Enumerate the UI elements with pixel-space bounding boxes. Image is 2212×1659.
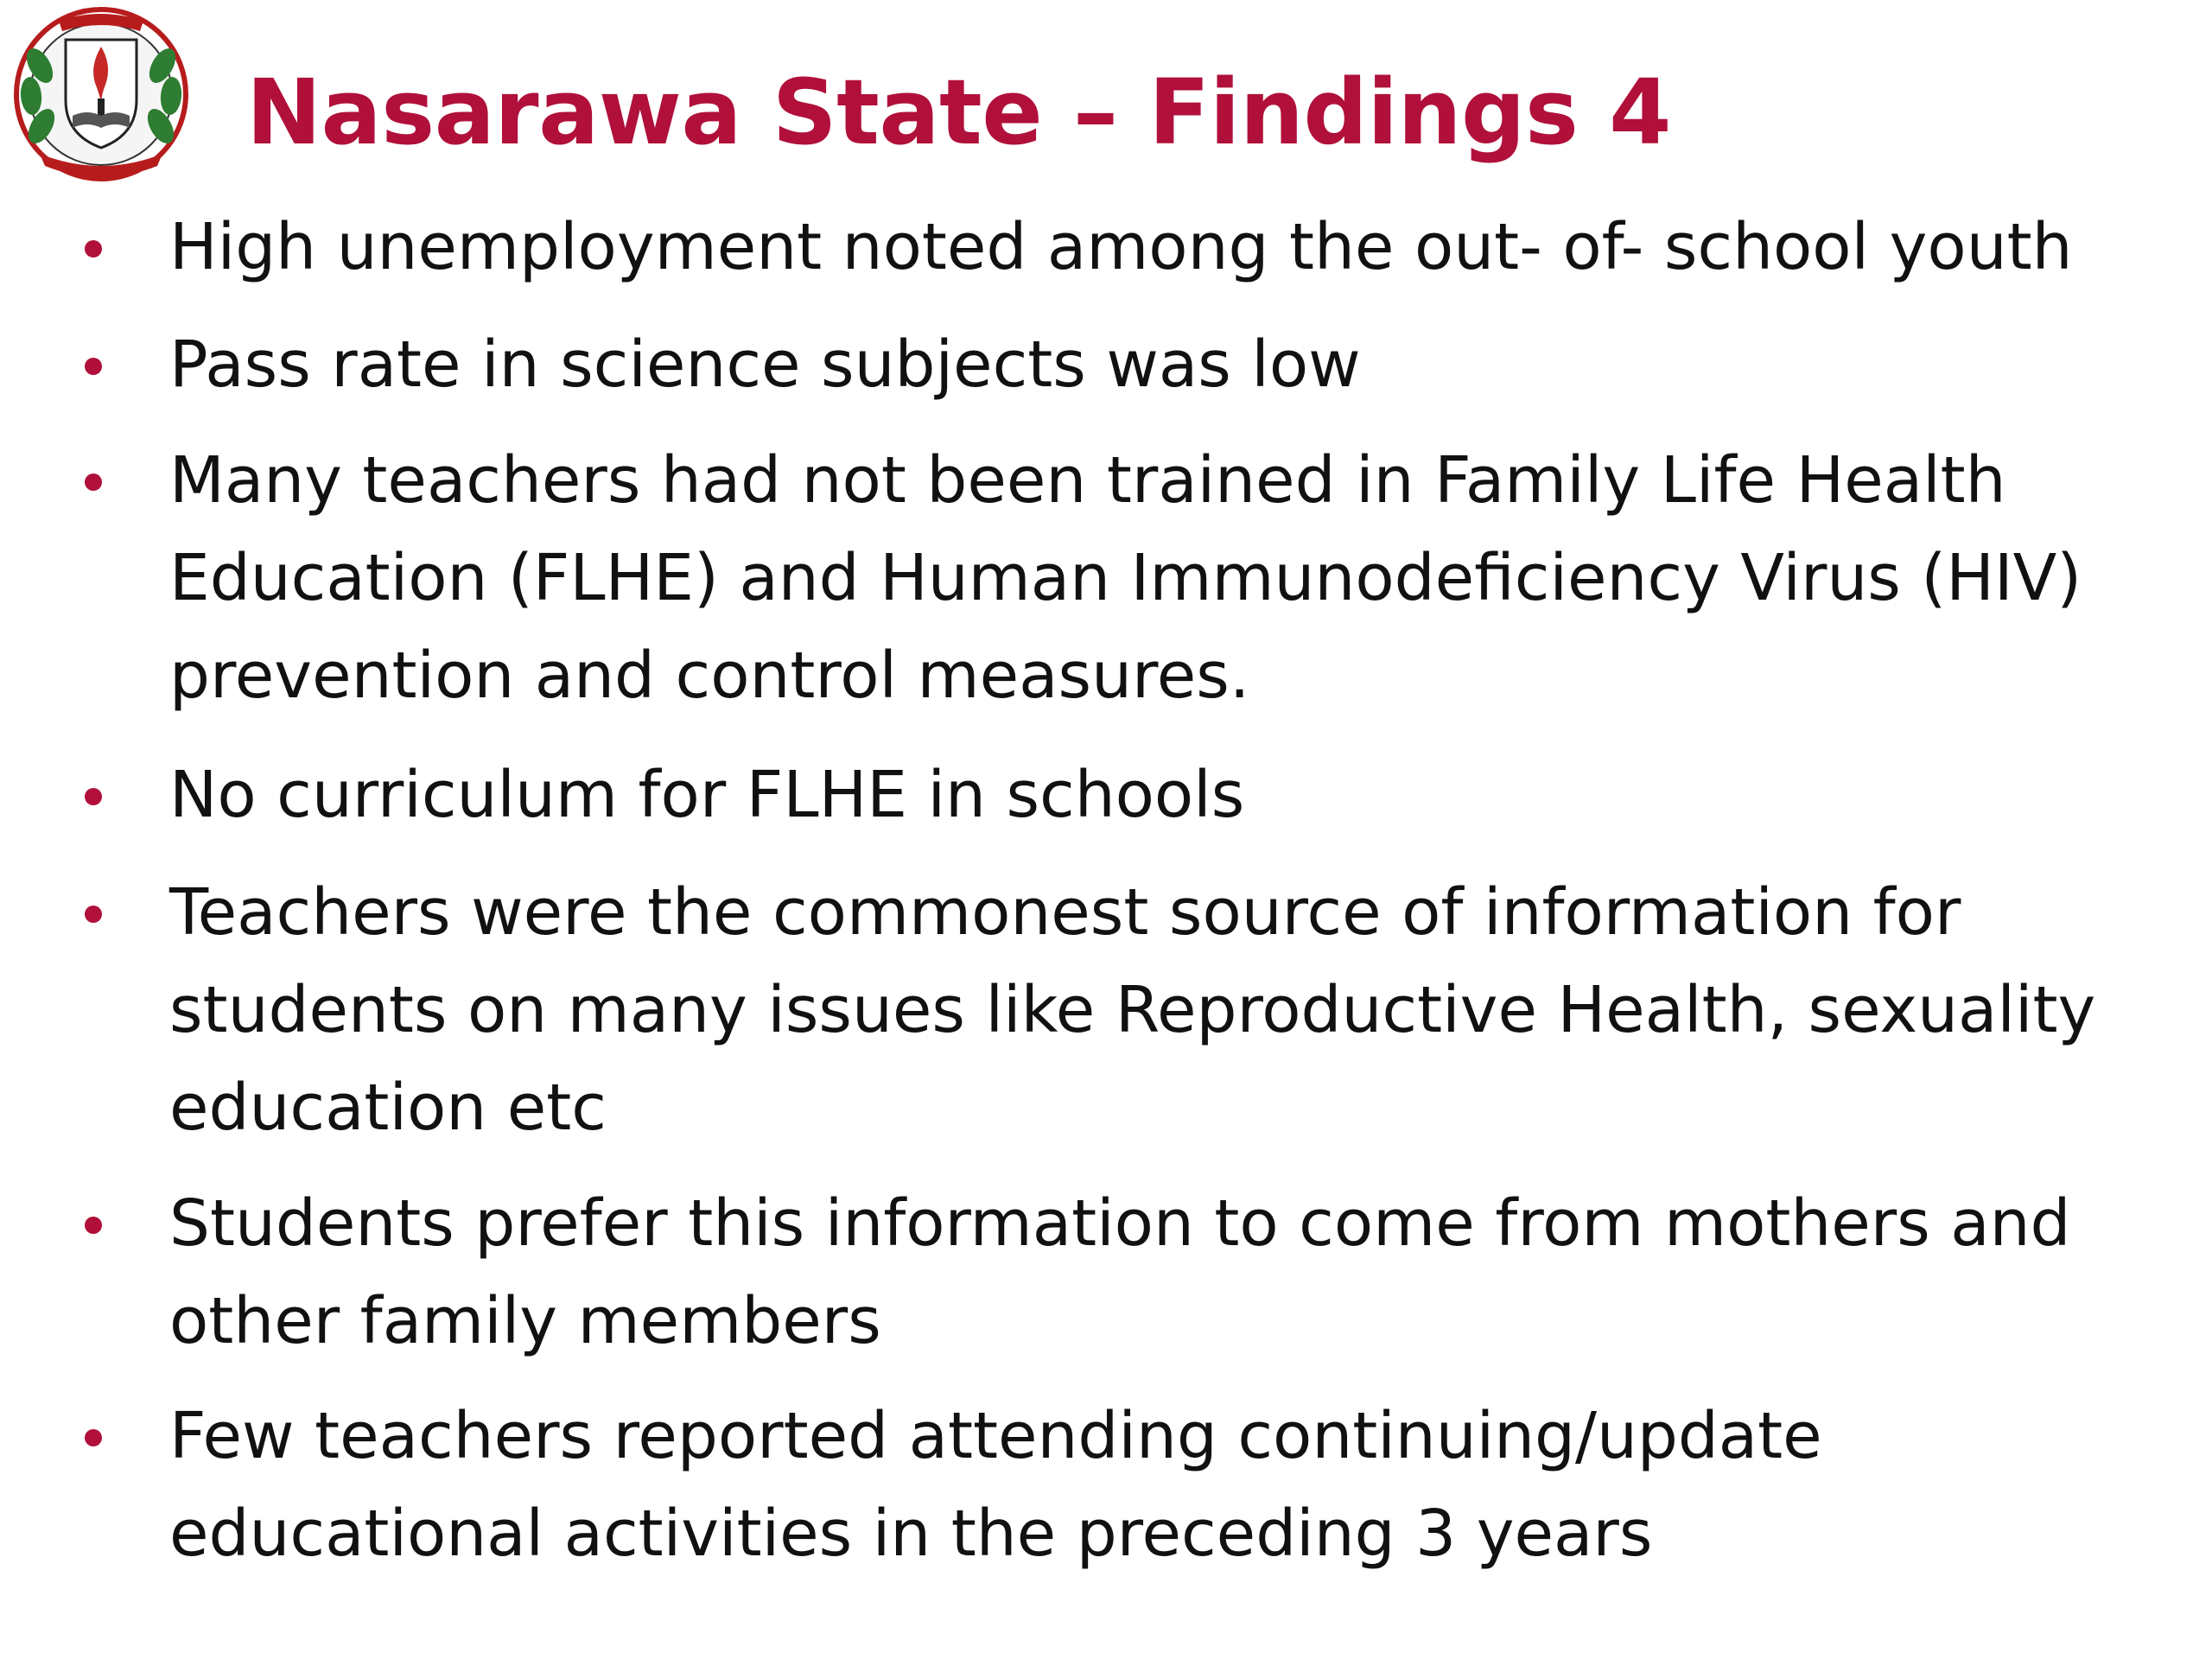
bullet-dot-icon — [85, 788, 102, 805]
bullet-dot-icon — [85, 240, 102, 257]
bullet-dot-icon — [85, 1429, 102, 1446]
slide-title: Nasarawa State – Findings 4 — [246, 60, 1671, 165]
bullet-dot-icon — [85, 474, 102, 491]
bullet-text: High unemployment noted among the out- of- school youth — [169, 210, 2073, 284]
bullet-dot-icon — [85, 358, 102, 375]
bullet-text: Many teachers had not been trained in Family Life Health Education (FLHE) and Human Immunodeficiency Virus (HIV) prevention and control measures. — [169, 443, 2082, 713]
bullet-text: Pass rate in science subjects was low — [169, 327, 1361, 402]
bullet-text: Students prefer this information to come from mothers and other family members — [169, 1186, 2071, 1358]
bullet-text: Few teachers reported attending continuing/update educational activities in the preceding 3 years — [169, 1399, 1822, 1571]
bullet-text: No curriculum for FLHE in schools — [169, 758, 1245, 832]
university-crest-icon — [5, 5, 197, 183]
bullet-dot-icon — [85, 1217, 102, 1234]
bullet-dot-icon — [85, 906, 102, 923]
bullet-text: Teachers were the commonest source of information for students on many issues like Reproductive Health, sexuality education etc — [169, 875, 2096, 1145]
